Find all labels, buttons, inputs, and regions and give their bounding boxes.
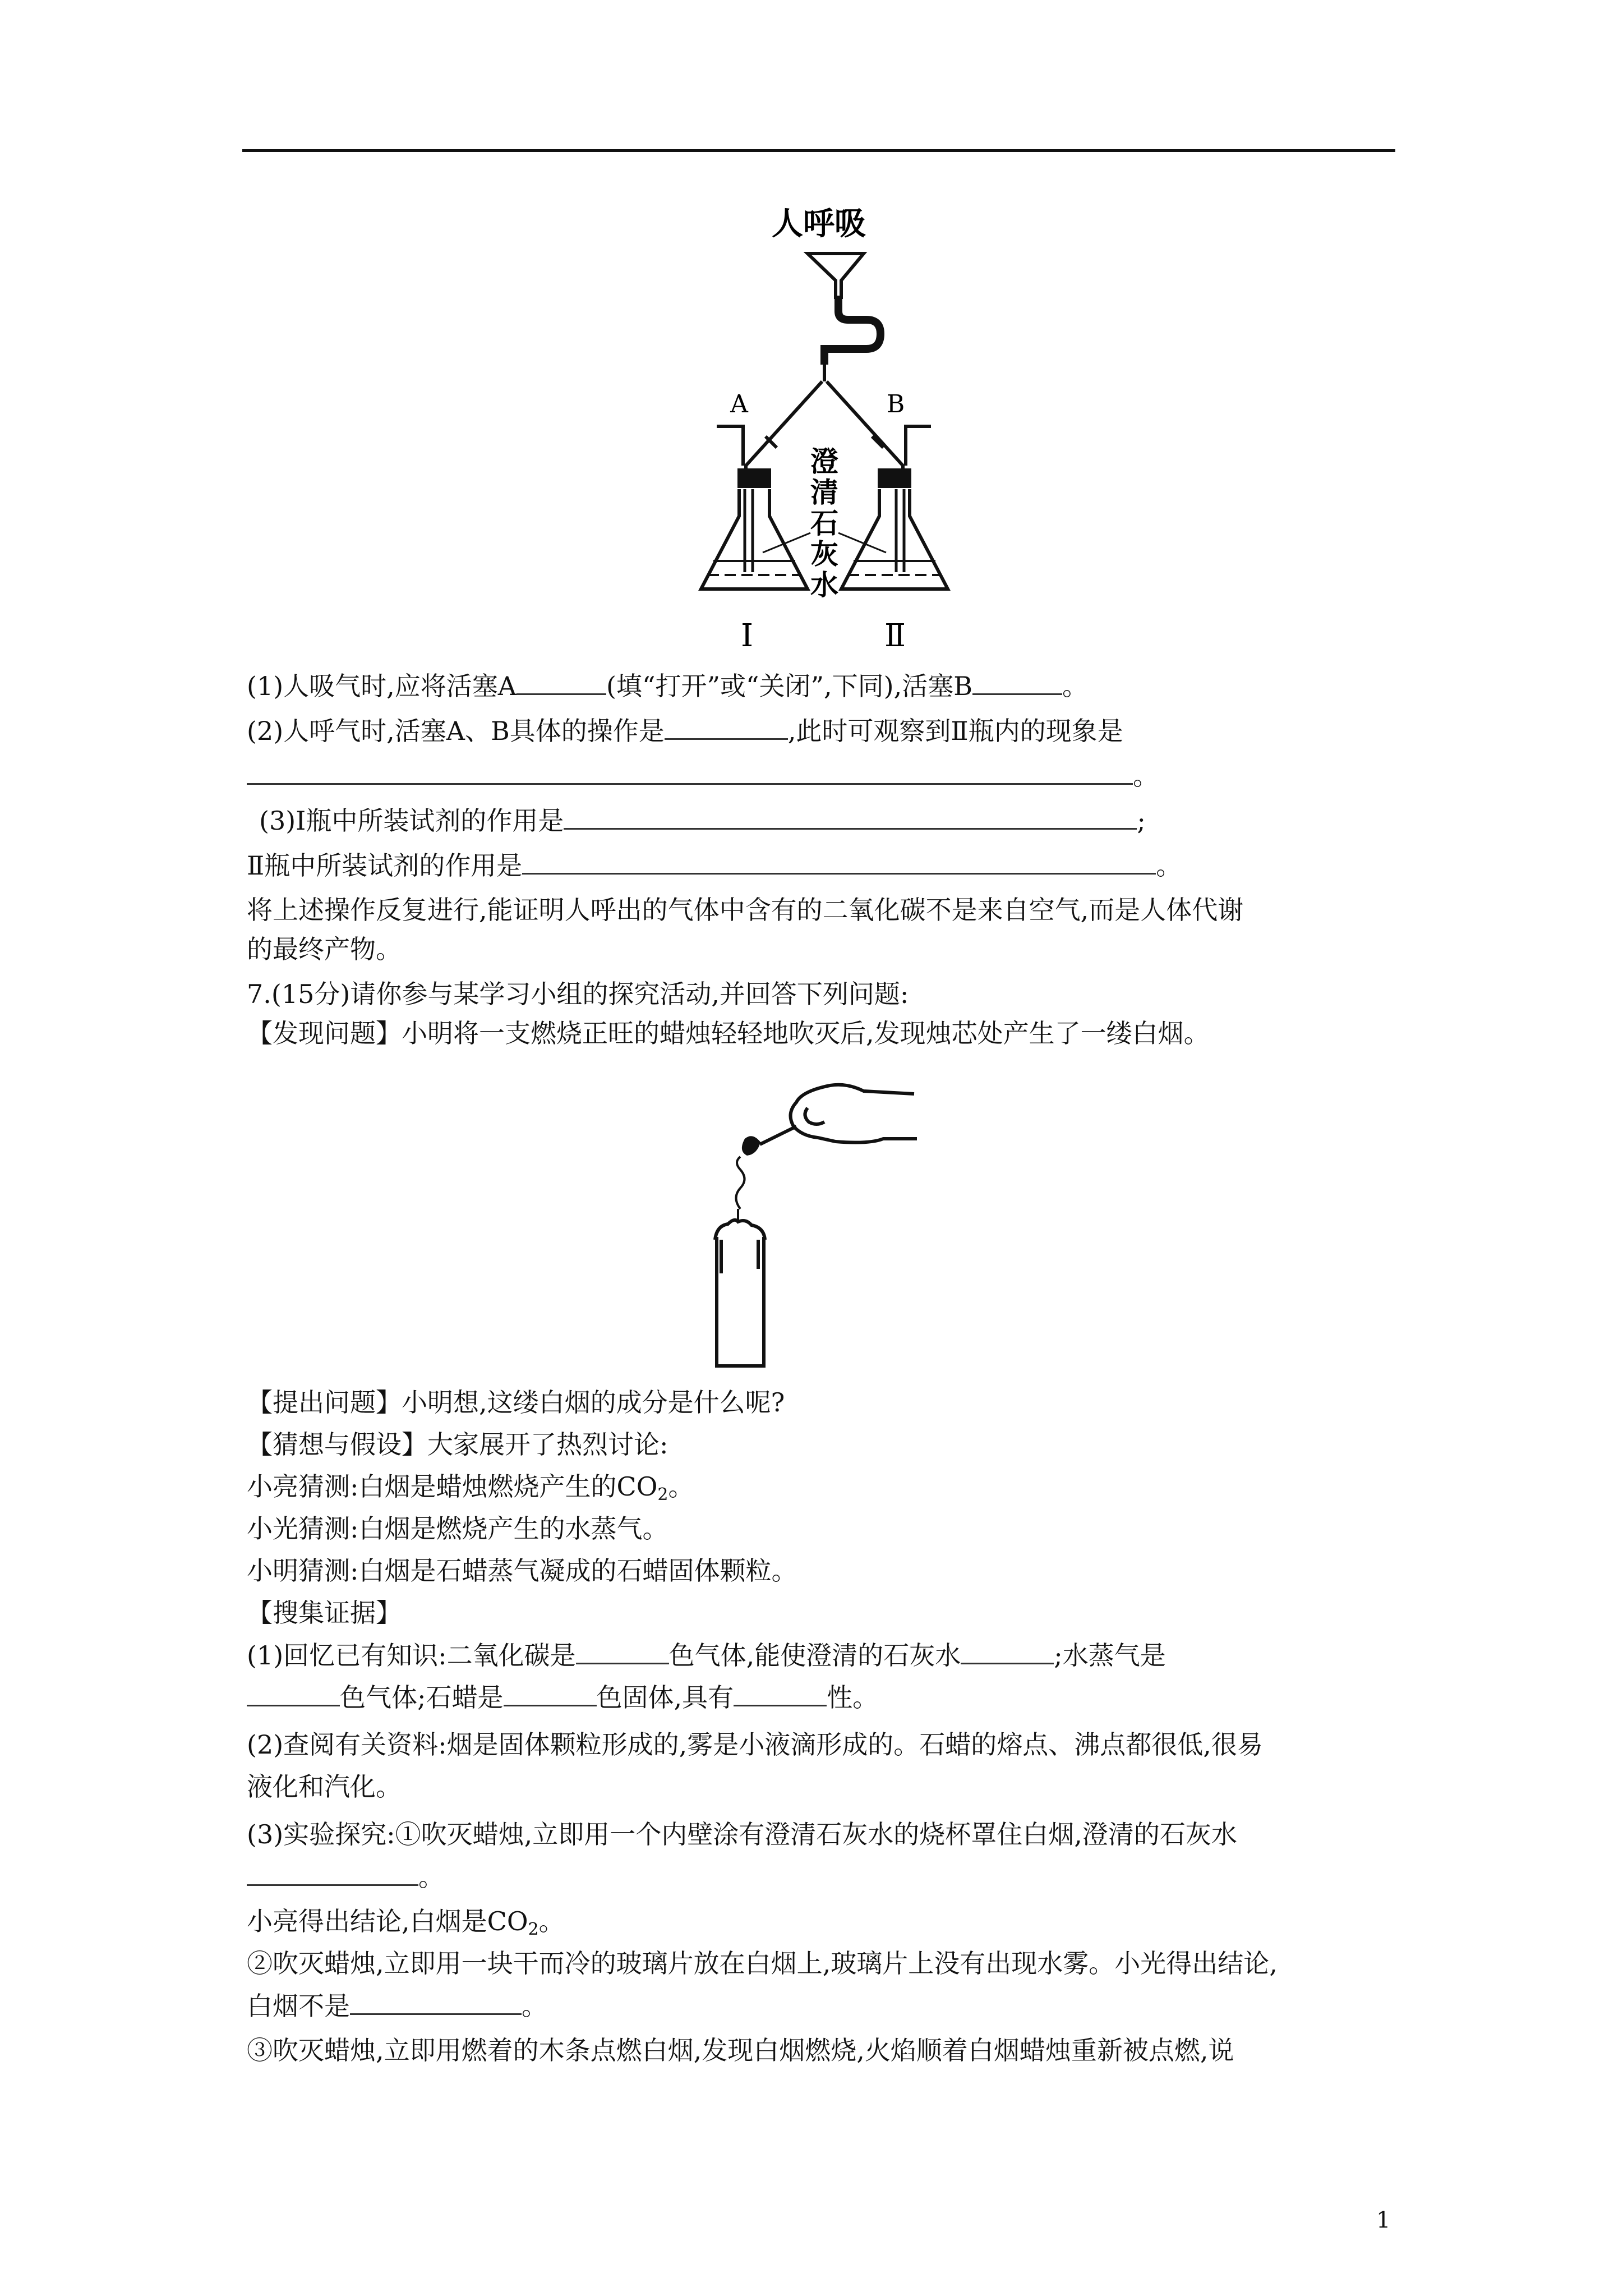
e3c-subscript: 2	[528, 1920, 539, 1939]
q6-p3-text-a: (3)Ⅰ瓶中所装试剂的作用是	[259, 806, 564, 836]
q7-evidence-3e	[247, 1989, 547, 2023]
q7-evidence-3f: ③吹灭蜡烛,立即用燃着的木条点燃白烟,发现白烟燃烧,火焰顺着白烟蜡烛重新被点燃,说	[247, 2035, 1234, 2065]
e3-text-b: 。	[418, 1862, 444, 1892]
blank-paraffin-property[interactable]	[734, 1680, 827, 1706]
blank-co2-color[interactable]	[576, 1638, 669, 1664]
e1-text-b: 色气体,能使澄清的石灰水	[668, 1640, 961, 1671]
q6-conclusion-2: 的最终产物。	[247, 934, 402, 964]
bottle-2-label: Ⅱ	[884, 618, 906, 654]
q6-p1-text-c: 。	[1062, 671, 1089, 701]
flask-2	[841, 426, 948, 589]
q7-evidence-3c	[247, 1904, 565, 1947]
bottle-1-label: Ⅰ	[740, 618, 754, 654]
q7-evidence-3a: (3)实验探究:①吹灭蜡烛,立即用一个内壁涂有澄清石灰水的烧杯罩住白烟,澄清的石灰水	[247, 1819, 1237, 1849]
q6-conclusion-1: 将上述操作反复进行,能证明人呼出的气体中含有的二氧化碳不是来自空气,而是人体代谢	[247, 895, 1244, 925]
smoke-wisp	[736, 1157, 745, 1220]
q7-evidence-3d: ②吹灭蜡烛,立即用一块干而冷的玻璃片放在白烟上,玻璃片上没有出现水雾。小光得出结论,	[247, 1948, 1278, 1978]
q7-evidence-1-cont	[247, 1680, 878, 1714]
q7-guess-1	[247, 1470, 694, 1512]
e1-text-d: 色气体;石蜡是	[340, 1682, 504, 1713]
header-rule	[242, 149, 1395, 152]
q7-question: 【提出问题】小明想,这缕白烟的成分是什么呢?	[247, 1387, 785, 1418]
q6-p3-text-b: ;	[1137, 806, 1146, 836]
e3e-end: 。	[522, 1991, 547, 2021]
flask-1	[701, 426, 808, 589]
guess1-end: 。	[668, 1471, 694, 1502]
blank-vapor-color[interactable]	[247, 1680, 340, 1706]
q6-part2	[247, 714, 1123, 748]
q6-part1	[247, 669, 1088, 703]
q6-part3-cont	[247, 848, 1182, 882]
solution-label-5: 水	[810, 569, 838, 601]
q6-p2-text-b: ,此时可观察到Ⅱ瓶内的现象是	[787, 716, 1123, 746]
e3c-text: 小亮得出结论,白烟是CO	[247, 1906, 528, 1936]
blank-paraffin-color[interactable]	[504, 1680, 597, 1706]
match-head	[742, 1136, 760, 1156]
page-number: 1	[1376, 2207, 1391, 2233]
q6-p1-text-b: (填“打开”或“关闭”,下同),活塞B	[606, 671, 973, 701]
e1-text-a: (1)回忆已有知识:二氧化碳是	[247, 1640, 576, 1671]
q7-evidence-2b: 液化和汽化。	[247, 1772, 402, 1802]
blank-valve-b-inhale[interactable]	[972, 669, 1062, 695]
q6-p1-text-a: (1)人吸气时,应将活塞A	[247, 671, 517, 701]
q6-part2-cont	[247, 758, 1159, 793]
blank-bottle1-purpose[interactable]	[564, 803, 1137, 830]
blank-limewater-result[interactable]	[247, 1860, 418, 1886]
blank-not-substance[interactable]	[350, 1989, 522, 2015]
blank-limewater-change[interactable]	[961, 1638, 1054, 1664]
blank-valve-a-inhale[interactable]	[517, 669, 606, 695]
e3e-text: 白烟不是	[247, 1991, 350, 2021]
valve-a-label: A	[730, 390, 748, 418]
q6-part3	[259, 803, 1146, 838]
q6-p2-text-a: (2)人呼气时,活塞A、B具体的操作是	[247, 716, 665, 746]
blank-bottle2-purpose[interactable]	[522, 848, 1156, 875]
q7-evidence: 【搜集证据】	[247, 1598, 402, 1628]
candle	[715, 1220, 765, 1366]
solution-label-3: 石	[810, 507, 838, 540]
q7-evidence-3b	[247, 1860, 444, 1894]
q6-p3-text-c: Ⅱ瓶中所装试剂的作用是	[247, 850, 523, 881]
solution-label-1: 澄	[810, 445, 838, 478]
blank-valve-exhale[interactable]	[665, 714, 788, 740]
breathing-apparatus-figure	[673, 202, 965, 662]
q7-title: 7.(15分)请你参与某学习小组的探究活动,并回答下列问题:	[247, 979, 909, 1009]
q7-discover: 【发现问题】小明将一支燃烧正旺的蜡烛轻轻地吹灭后,发现烛芯处产生了一缕白烟。	[247, 1018, 1210, 1048]
hand-drawing	[760, 1085, 917, 1144]
e1-text-e: 色固体,具有	[596, 1682, 734, 1713]
blank-bottle2-phenomenon[interactable]	[247, 758, 1133, 785]
guess1-subscript: 2	[657, 1485, 668, 1504]
solution-label-2: 清	[810, 476, 838, 509]
q7-evidence-2a: (2)查阅有关资料:烟是固体颗粒形成的,雾是小液滴形成的。石蜡的熔点、沸点都很低,很易	[247, 1729, 1263, 1760]
guess1-text: 小亮猜测:白烟是蜡烛燃烧产生的CO	[247, 1471, 658, 1502]
valve-b-label: B	[886, 390, 905, 418]
q7-hypothesis: 【猜想与假设】大家展开了热烈讨论:	[247, 1429, 668, 1460]
candle-figure	[662, 1060, 965, 1374]
solution-label-4: 灰	[810, 538, 838, 570]
figure-title: 人呼吸	[772, 206, 866, 242]
q6-p2-text-c: 。	[1133, 761, 1159, 791]
e3c-end: 。	[538, 1906, 565, 1936]
q6-p3-text-d: 。	[1156, 850, 1182, 881]
q7-evidence-1	[247, 1638, 1166, 1672]
q7-guess-2: 小光猜测:白烟是燃烧产生的水蒸气。	[247, 1513, 668, 1544]
e1-text-f: 性。	[827, 1682, 879, 1713]
e1-text-c: ;水蒸气是	[1054, 1640, 1166, 1671]
q7-guess-3: 小明猜测:白烟是石蜡蒸气凝成的石蜡固体颗粒。	[247, 1556, 797, 1586]
